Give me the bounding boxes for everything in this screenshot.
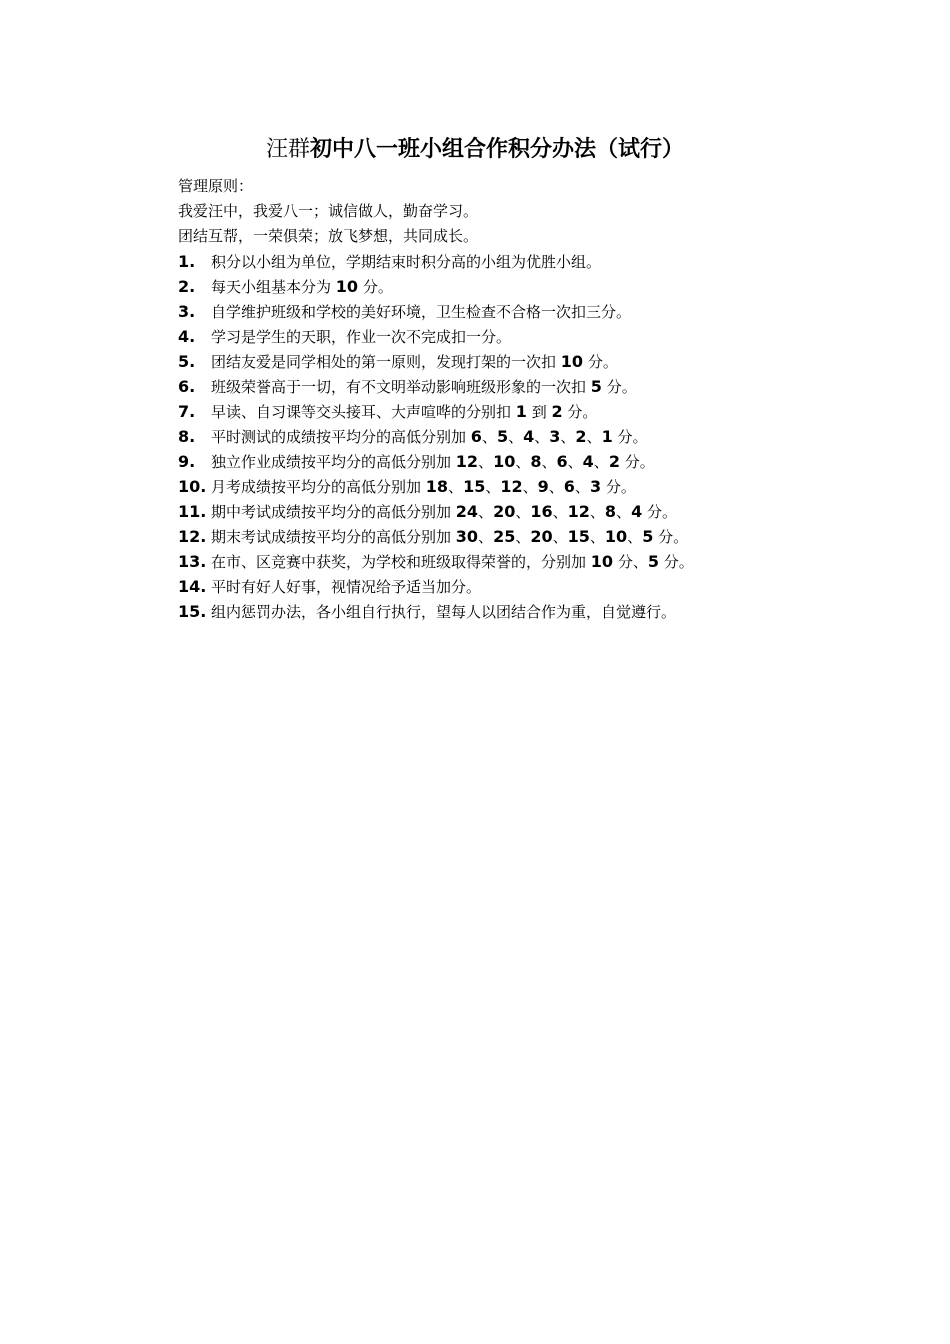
- rule-number: 15.: [178, 602, 207, 621]
- rule-item-8: [178, 424, 938, 449]
- rule-item-2: [178, 274, 938, 299]
- rule-value: 16: [530, 502, 553, 521]
- rule-number: 2.: [178, 277, 196, 296]
- rule-value: 24: [455, 502, 479, 521]
- rule-number: 5.: [178, 352, 196, 371]
- rule-text-segment: 学习是学生的天职，作业一次不完成扣一分。: [211, 328, 512, 346]
- rule-number: 3.: [178, 302, 196, 321]
- rule-value: 4: [631, 502, 643, 521]
- rule-value: 2: [575, 427, 587, 446]
- rule-number: 14.: [178, 577, 207, 596]
- rule-text-segment: 、: [478, 503, 494, 521]
- rule-value: 6: [563, 477, 575, 496]
- rule-value: 9: [537, 477, 549, 496]
- rule-text-segment: 到: [526, 403, 552, 421]
- rule-text-segment: 、: [534, 428, 550, 446]
- rule-number: 10.: [178, 477, 207, 496]
- rule-item-7: [178, 399, 938, 424]
- principles-label: 管理原则：: [178, 177, 254, 195]
- rule-value: 12: [455, 452, 479, 471]
- rule-item-14: [178, 574, 938, 599]
- rule-value: 8: [604, 502, 617, 521]
- rule-text-segment: 、: [541, 453, 557, 471]
- rule-value: 3: [549, 427, 561, 446]
- title-main: 初中八一班小组合作积分办法（试行）: [310, 137, 685, 162]
- rule-text-segment: 积分以小组为单位，学期结束时积分高的小组为优胜小组。: [211, 253, 602, 271]
- rule-item-5: [178, 349, 938, 374]
- title-prefix: 汪群: [265, 137, 310, 162]
- rule-value: 10: [560, 352, 584, 371]
- rule-number: 12.: [178, 527, 207, 546]
- rule-text-segment: 分。: [583, 353, 618, 371]
- rule-text-segment: 、: [508, 428, 524, 446]
- rule-text: [211, 549, 694, 575]
- rule-text: [211, 250, 601, 275]
- rule-text: [211, 449, 655, 475]
- rule-value: 6: [556, 452, 568, 471]
- rule-value: 10: [604, 527, 628, 546]
- rule-text-segment: 分。: [653, 528, 689, 546]
- rule-text-segment: 、: [515, 528, 531, 546]
- rule-text-segment: 在市、区竞赛中获奖，为学校和班级取得荣誉的，分别加: [211, 553, 591, 571]
- rule-number: 6.: [178, 377, 196, 396]
- rule-text-segment: 、: [560, 428, 576, 446]
- rule-item-11: [178, 499, 938, 524]
- rule-text-segment: 、: [552, 503, 568, 521]
- rule-value: 10: [493, 452, 516, 471]
- rule-text: [211, 575, 481, 600]
- rule-text-segment: 、: [448, 478, 464, 496]
- rule-text-segment: 每天小组基本分为: [211, 278, 336, 296]
- rule-item-9: [178, 449, 938, 474]
- rule-text: [211, 349, 618, 375]
- rule-number: 4.: [178, 327, 196, 346]
- rule-text: [211, 325, 511, 350]
- rule-text: [211, 524, 688, 550]
- rule-text-segment: 分。: [658, 553, 694, 571]
- rule-value: 20: [493, 502, 516, 521]
- rule-item-6: [178, 374, 938, 399]
- rule-text-segment: 、: [485, 478, 501, 496]
- rule-value: 5: [647, 552, 659, 571]
- rule-text-segment: 、: [627, 528, 643, 546]
- rule-item-1: [178, 249, 938, 274]
- rule-text-segment: 期末考试成绩按平均分的高低分别加: [211, 528, 456, 546]
- rule-number: 1.: [178, 252, 196, 271]
- document-body: [178, 174, 938, 624]
- rule-text-segment: 、: [574, 478, 590, 496]
- rule-value: 18: [425, 477, 449, 496]
- rule-value: 2: [608, 452, 620, 471]
- rule-item-15: [178, 599, 938, 624]
- rule-text-segment: 自学维护班级和学校的美好环境，卫生检查不合格一次扣三分。: [211, 303, 632, 321]
- rule-text-segment: 、: [478, 453, 494, 471]
- rule-value: 4: [582, 452, 594, 471]
- rule-text-segment: 分。: [601, 378, 637, 396]
- rule-text-segment: 、: [548, 478, 564, 496]
- rule-text-segment: 分。: [642, 503, 677, 521]
- rule-value: 12: [500, 477, 523, 496]
- rule-text-segment: 平时有好人好事，视情况给予适当加分。: [211, 578, 482, 596]
- rule-value: 1: [601, 427, 613, 446]
- document-title: [0, 134, 950, 166]
- rule-value: 8: [530, 452, 542, 471]
- rule-text: [211, 600, 676, 625]
- principle-line: 团结互帮，一荣俱荣；放飞梦想，共同成长。: [178, 227, 479, 245]
- rule-value: 10: [335, 277, 359, 296]
- rule-text-segment: 月考成绩按平均分的高低分别加: [211, 478, 426, 496]
- rule-number: 8.: [178, 427, 196, 446]
- rule-value: 5: [496, 427, 509, 446]
- rule-text: [211, 300, 631, 325]
- rule-text-segment: 班级荣誉高于一切，有不文明举动影响班级形象的一次扣: [211, 378, 591, 396]
- rule-text-segment: 独立作业成绩按平均分的高低分别加: [211, 453, 456, 471]
- rule-item-4: [178, 324, 938, 349]
- rule-value: 15: [463, 477, 486, 496]
- rule-text: [211, 474, 636, 500]
- rule-text: [211, 424, 647, 450]
- rule-item-3: [178, 299, 938, 324]
- rule-number: 7.: [178, 402, 196, 421]
- rules-list: [178, 249, 938, 624]
- rule-value: 4: [523, 427, 535, 446]
- rule-item-10: [178, 474, 938, 499]
- rule-text-segment: 、: [481, 428, 497, 446]
- rule-number: 13.: [178, 552, 207, 571]
- rule-value: 3: [589, 477, 602, 496]
- rule-text-segment: 团结友爱是同学相处的第一原则，发现打架的一次扣: [211, 353, 561, 371]
- rule-text-segment: 、: [567, 453, 583, 471]
- rule-value: 5: [642, 527, 654, 546]
- rule-text-segment: 、: [515, 503, 531, 521]
- rule-text-segment: 分。: [619, 453, 655, 471]
- rule-text-segment: 、: [589, 528, 605, 546]
- rule-text: [211, 499, 677, 525]
- rule-text-segment: 、: [515, 453, 531, 471]
- rule-value: 12: [567, 502, 590, 521]
- principle-line: 我爱汪中，我爱八一；诚信做人，勤奋学习。: [178, 202, 479, 220]
- rule-value: 20: [530, 527, 553, 546]
- rule-text-segment: 、: [586, 428, 602, 446]
- rule-text: [211, 399, 597, 425]
- rule-text-segment: 、: [552, 528, 568, 546]
- rule-number: 9.: [178, 452, 196, 471]
- rule-value: 15: [567, 527, 590, 546]
- rule-value: 30: [455, 527, 479, 546]
- rule-text-segment: 、: [589, 503, 605, 521]
- rule-text-segment: 分。: [358, 278, 393, 296]
- rule-text-segment: 分、: [613, 553, 648, 571]
- rule-text-segment: 、: [522, 478, 538, 496]
- rule-value: 10: [590, 552, 614, 571]
- rule-value: 2: [551, 402, 563, 421]
- rule-text-segment: 分。: [562, 403, 598, 421]
- rule-text-segment: 分。: [601, 478, 636, 496]
- rule-value: 5: [590, 377, 602, 396]
- rule-text-segment: 分。: [612, 428, 648, 446]
- rule-text-segment: 、: [478, 528, 494, 546]
- rule-value: 25: [493, 527, 516, 546]
- rule-text: [211, 374, 637, 400]
- rule-value: 6: [470, 427, 482, 446]
- rule-text-segment: 期中考试成绩按平均分的高低分别加: [211, 503, 456, 521]
- rule-item-13: [178, 549, 938, 574]
- rule-text-segment: 、: [593, 453, 609, 471]
- rule-text-segment: 早读、自习课等交头接耳、大声喧哗的分别扣: [211, 403, 516, 421]
- rule-text-segment: 平时测试的成绩按平均分的高低分别加: [211, 428, 471, 446]
- rule-value: 1: [515, 402, 527, 421]
- rule-number: 11.: [178, 502, 207, 521]
- rule-item-12: [178, 524, 938, 549]
- rule-text: [211, 274, 393, 300]
- rule-text-segment: 、: [616, 503, 632, 521]
- rule-text-segment: 组内惩罚办法，各小组自行执行，望每人以团结合作为重，自觉遵行。: [211, 603, 677, 621]
